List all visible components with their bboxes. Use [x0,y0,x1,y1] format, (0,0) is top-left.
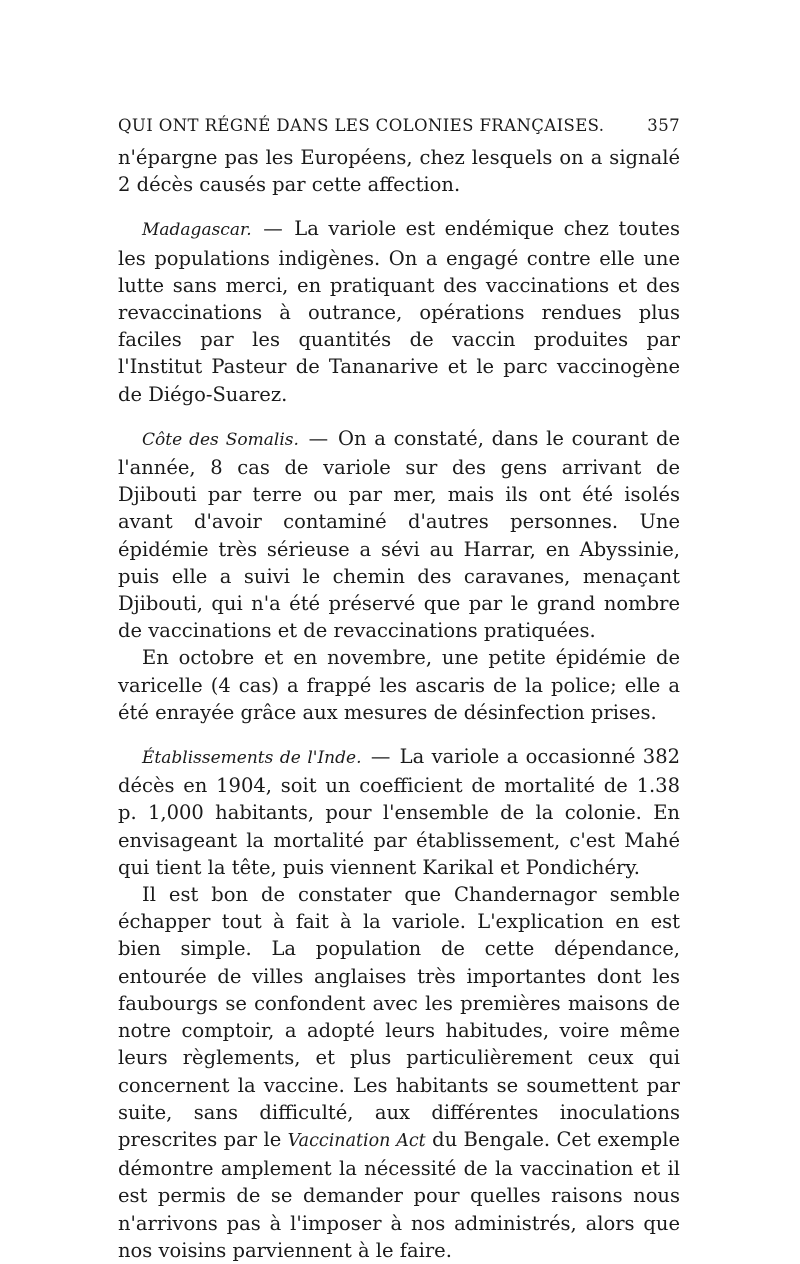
section-heading-etablissements-inde: Établissements de l'Inde. [142,748,362,769]
em-dash: — [263,217,283,241]
paragraph-etablissements-inde [118,743,680,881]
page-body [118,144,680,1264]
paragraph-text: n'épargne pas les Européens, chez lesquels on a signalé 2 décès causés par cette affection. [118,146,680,197]
section-heading-cote-des-somalis: Côte des Somalis. [142,429,299,450]
paragraph-text: En octobre et en novembre, une petite épidémie de varicelle (4 cas) a frappé les ascaris de la police; elle a été enrayée grâce aux mesures de désinfection prises. [118,646,680,724]
page-number: 357 [647,116,680,135]
paragraph-text-before: Il est bon de constater que Chandernagor semble échapper tout à fait à la variole. L'explication en est bien simple. La population de cette dépendance, entourée de villes anglaises très importantes dont les faubourgs se confondent avec les premières maisons de notre comptoir, a adopté leurs habitudes, voire même leurs règlements, et plus particulièrement ceux qui concernent la vaccine. Les habitants se soumettent par suite, sans difficulté, aux différentes inoculations prescrites par le [118,883,680,1151]
paragraph-chandernagor [118,881,680,1264]
paragraph-continuation [118,144,680,198]
paragraph-varicelle [118,644,680,726]
vaccination-act-title: Vaccination Act [287,1130,426,1151]
paragraph-text: La variole est endémique chez toutes les populations indigènes. On a engagé contre elle une lutte sans merci, en pratiquant des vaccinations et des revaccinations à outrance, opérations rendues plus faciles par les quantités de vaccin produites par l'Institut Pasteur de Tananarive et le parc vaccinogène de Diégo-Suarez. [118,217,680,406]
section-heading-madagascar: Madagascar. [142,220,252,241]
running-title: QUI ONT RÉGNÉ DANS LES COLONIES FRANÇAISES. [118,116,605,135]
em-dash: — [308,426,329,450]
paragraph-madagascar [118,215,680,407]
paragraph-text: On a constaté, dans le courant de l'année, 8 cas de variole sur des gens arrivant de Djibouti par terre ou par mer, mais ils ont été isolés avant d'avoir contaminé d'autres personnes. Une épidémie très sérieuse a sévi au Harrar, en Abyssinie, puis elle a suivi le chemin des caravanes, menaçant Djibouti, qui n'a été préservé que par le grand nombre de vaccinations et de revaccinations pratiquées. [118,426,681,643]
paragraph-cote-des-somalis [118,425,680,645]
paragraph-text-after: du Bengale. Cet exemple démontre amplement la nécessité de la vaccination et il est permis de se demander pour quelles raisons nous n'arrivons pas à l'imposer à nos administrés, alors que nos voisins parviennent à le faire. [118,1127,680,1262]
running-header [118,116,680,140]
paragraph-text: La variole a occasionné 382 décès en 1904, soit un coefficient de mortalité de 1.38 p. 1,000 habitants, pour l'ensemble de la colonie. En envisageant la mortalité par établissement, c'est Mahé qui tient la tête, puis viennent Karikal et Pondichéry. [118,745,681,879]
em-dash: — [370,745,391,769]
book-page [118,116,680,1264]
